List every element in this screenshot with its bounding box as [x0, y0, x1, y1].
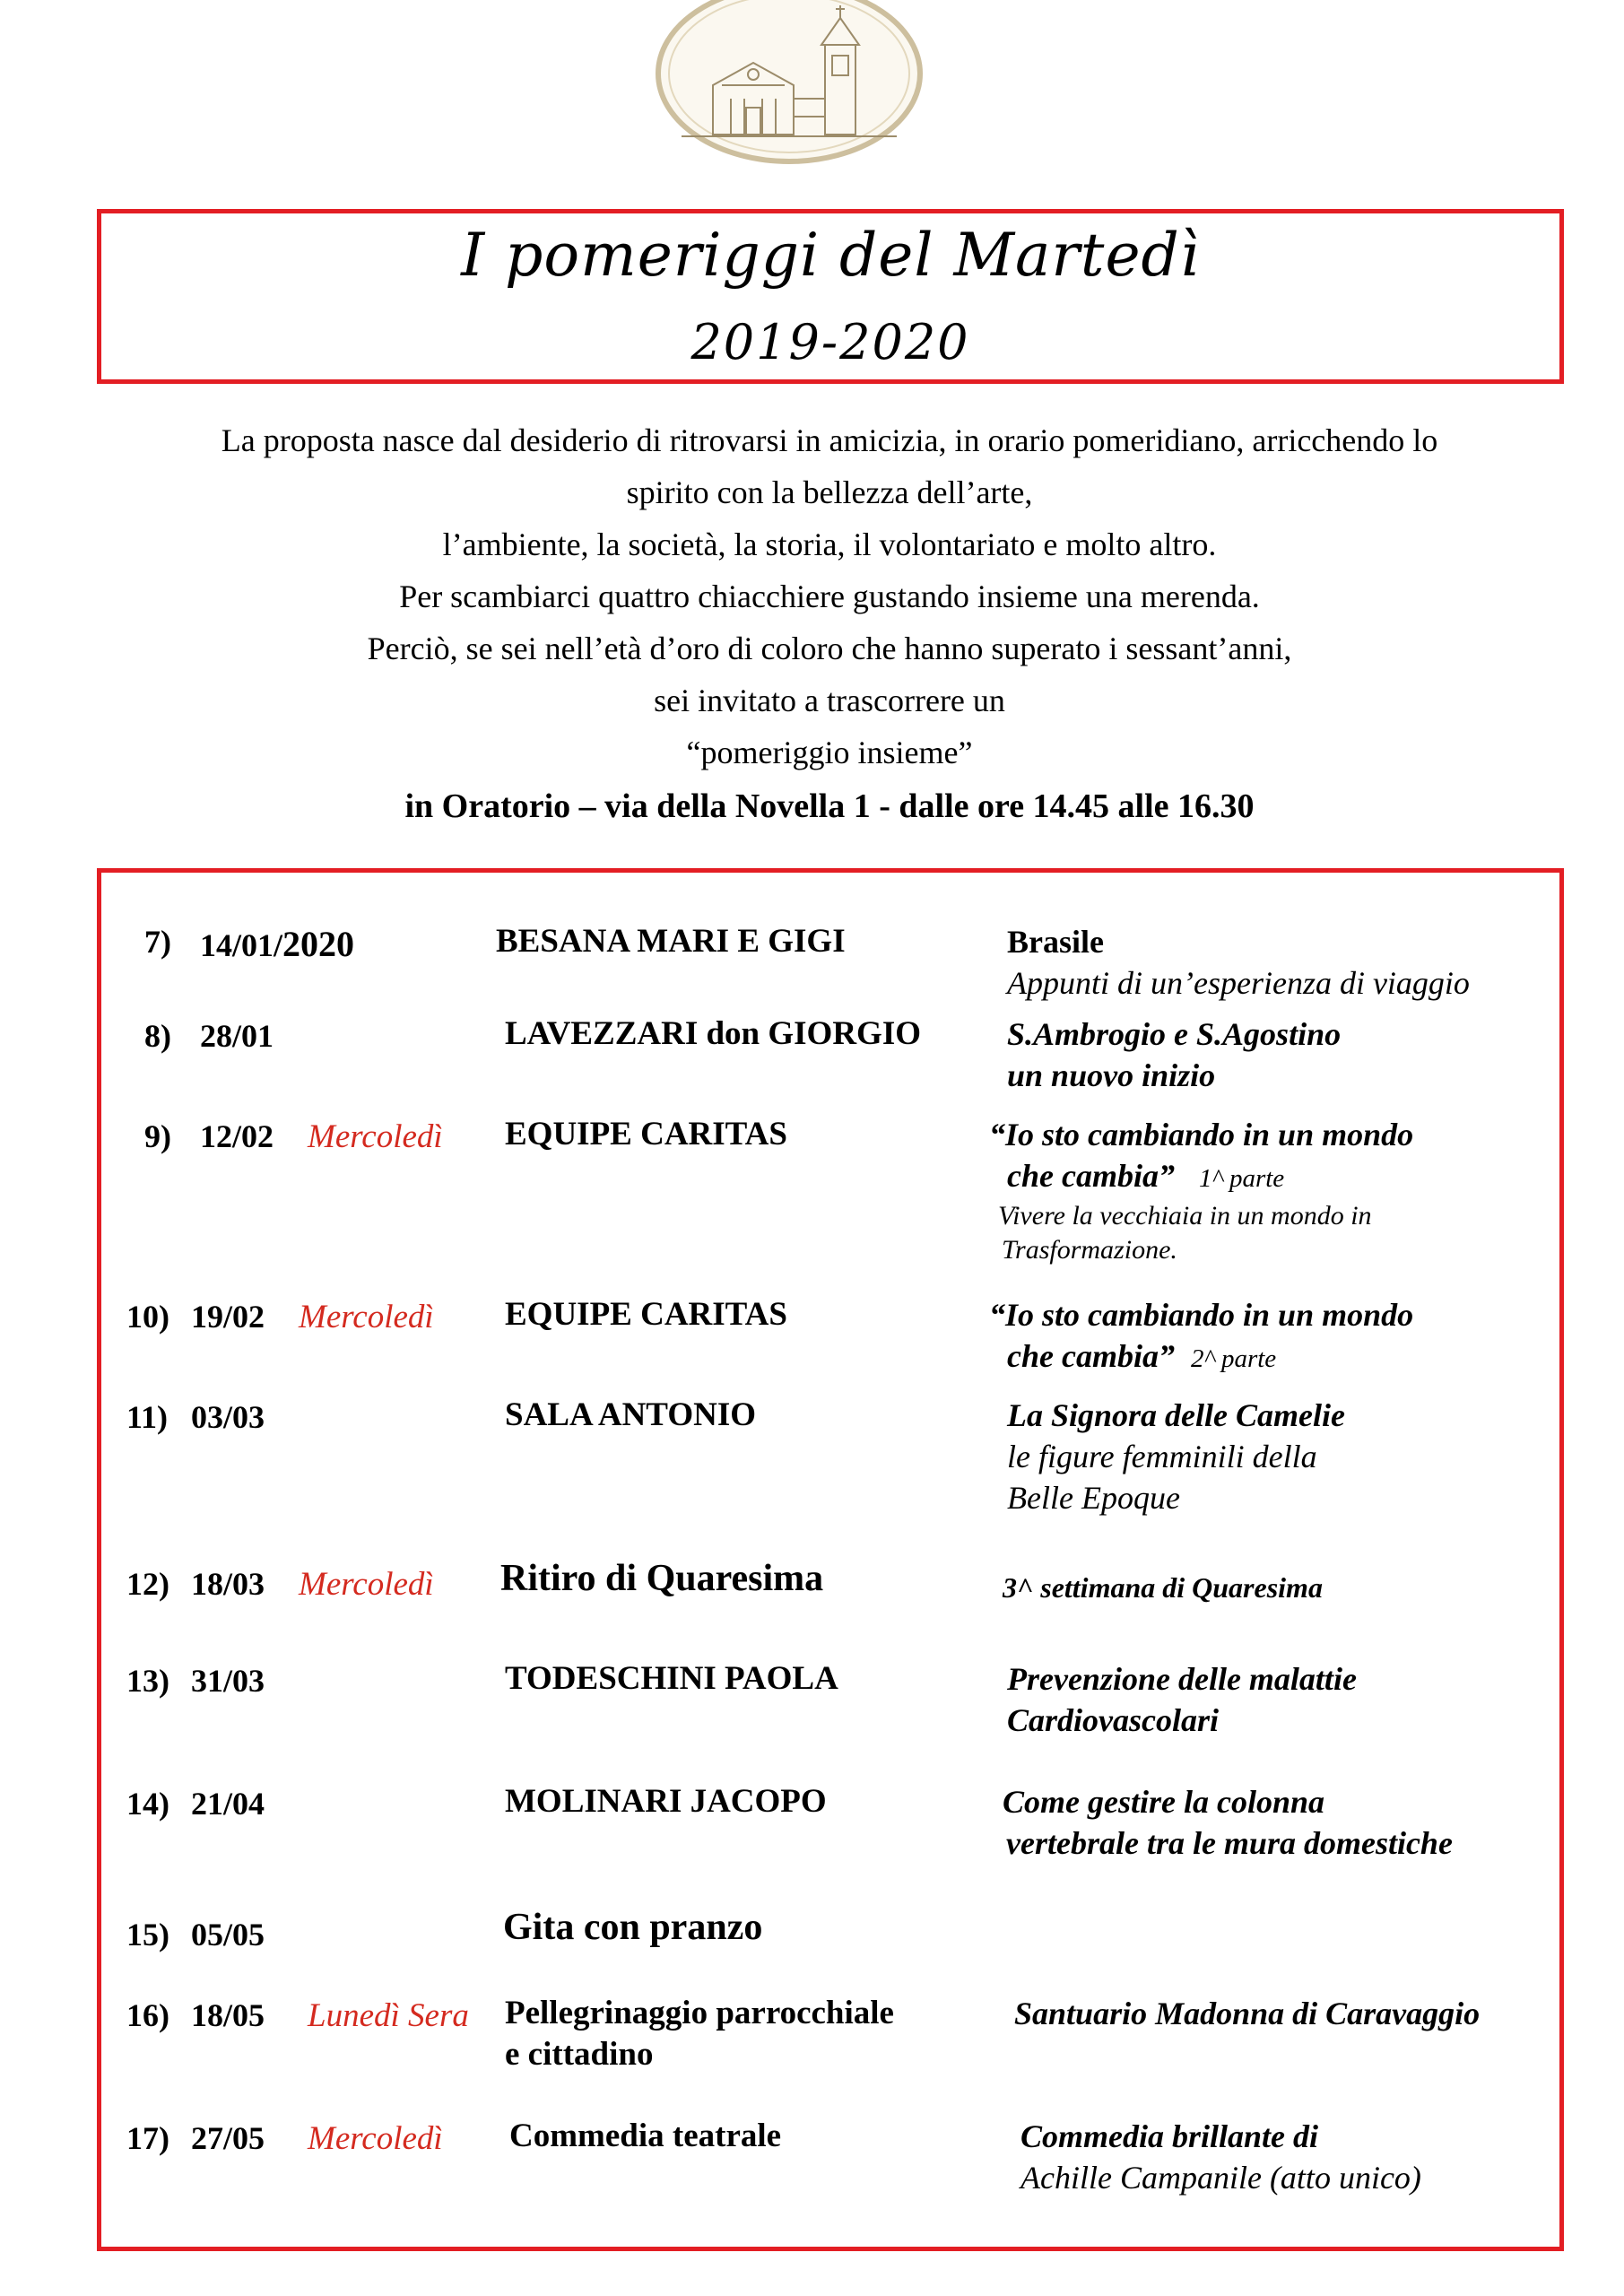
event-topic: Come gestire la colonna vertebrale tra le mura domestiche [1003, 1784, 1453, 1861]
event-date: 12/02 [200, 1118, 274, 1154]
event-speaker: Commedia teatrale [509, 2118, 782, 2154]
event-speaker: EQUIPE CARITAS [505, 1116, 787, 1152]
event-day: Mercoledì [308, 1118, 443, 1155]
event-number: 15) [126, 1917, 169, 1952]
event-topic: Prevenzione delle malattie Cardiovascolari [1007, 1661, 1357, 1738]
event-date: 28/01 [200, 1018, 274, 1054]
event-date: 14/01/2020 [200, 924, 355, 964]
title-box [97, 209, 1564, 384]
event-date: 19/02 [191, 1299, 265, 1335]
event-date: 18/03 [191, 1566, 265, 1602]
event-number: 16) [126, 1997, 169, 2033]
event-day: Mercoledì [308, 2120, 443, 2157]
event-topic: Santuario Madonna di Caravaggio [1014, 1996, 1481, 2031]
page-year: 2019-2020 [690, 314, 970, 370]
event-number: 8) [144, 1018, 171, 1054]
event-topic: La Signora delle Camelie le figure femminili della Belle Epoque [1007, 1397, 1345, 1516]
event-speaker: LAVEZZARI don GIORGIO [505, 1015, 922, 1052]
event-topic: “Io sto cambiando in un mondo che cambia” 1^ parte Vivere la vecchiaia in un mondo in Trasformazione. [989, 1117, 1414, 1265]
event-speaker: Ritiro di Quaresima [500, 1558, 824, 1599]
event-topic: Commedia brillante di Achille Campanile (atto unico) [1020, 2118, 1421, 2196]
event-number: 12) [126, 1566, 169, 1602]
event-speaker: EQUIPE CARITAS [505, 1296, 787, 1333]
intro-line: “pomeriggio insieme” [686, 735, 973, 770]
intro-text [99, 414, 1560, 834]
intro-line: Per scambiarci quattro chiacchiere gustando insieme una merenda. [399, 578, 1260, 614]
church-logo [646, 0, 933, 170]
event-number: 17) [126, 2120, 169, 2156]
event-number: 11) [126, 1399, 169, 1435]
intro-line: sei invitato a trascorrere un [654, 683, 1005, 718]
event-date: 31/03 [191, 1663, 265, 1699]
intro-line: l’ambiente, la società, la storia, il volontariato e molto altro. [442, 526, 1217, 562]
page-title: I pomeriggi del Martedì [461, 221, 1200, 290]
location-line: in Oratorio – via della Novella 1 - dalle ore 14.45 alle 16.30 [404, 787, 1255, 825]
event-day: Mercoledì [299, 1566, 434, 1603]
event-number: 14) [126, 1786, 169, 1822]
event-date: 21/04 [191, 1786, 265, 1822]
event-date: 03/03 [191, 1399, 265, 1435]
event-number: 13) [126, 1663, 169, 1699]
schedule-box [97, 868, 1564, 2251]
event-speaker: MOLINARI JACOPO [505, 1783, 827, 1820]
event-topic: Brasile Appunti di un’esperienza di viaggio [1007, 924, 1470, 1001]
event-speaker: TODESCHINI PAOLA [505, 1660, 838, 1697]
intro-line: La proposta nasce dal desiderio di ritrovarsi in amicizia, in orario pomeridiano, arricchendo lo [221, 422, 1438, 458]
event-speaker: Pellegrinaggio parrocchiale e cittadino [505, 1995, 894, 2073]
event-date: 18/05 [191, 1997, 265, 2033]
event-number: 9) [144, 1118, 171, 1154]
event-number: 10) [126, 1299, 169, 1335]
event-day: Lunedì Sera [308, 1997, 469, 2034]
intro-line: Perciò, se sei nell’età d’oro di coloro che hanno superato i sessant’anni, [367, 631, 1292, 666]
event-speaker: SALA ANTONIO [505, 1396, 756, 1433]
event-day: Mercoledì [299, 1299, 434, 1335]
event-topic: 3^ settimana di Quaresima [1003, 1571, 1323, 1604]
event-date: 05/05 [191, 1917, 265, 1952]
event-number: 7) [144, 924, 171, 960]
event-date: 27/05 [191, 2120, 265, 2156]
event-topic: S.Ambrogio e S.Agostino un nuovo inizio [1007, 1016, 1342, 1093]
event-speaker: Gita con pranzo [503, 1907, 763, 1948]
event-speaker: BESANA MARI E GIGI [496, 923, 846, 960]
event-topic: “Io sto cambiando in un mondo che cambia” 2^ parte [989, 1297, 1414, 1374]
intro-line: spirito con la bellezza dell’arte, [626, 474, 1033, 510]
